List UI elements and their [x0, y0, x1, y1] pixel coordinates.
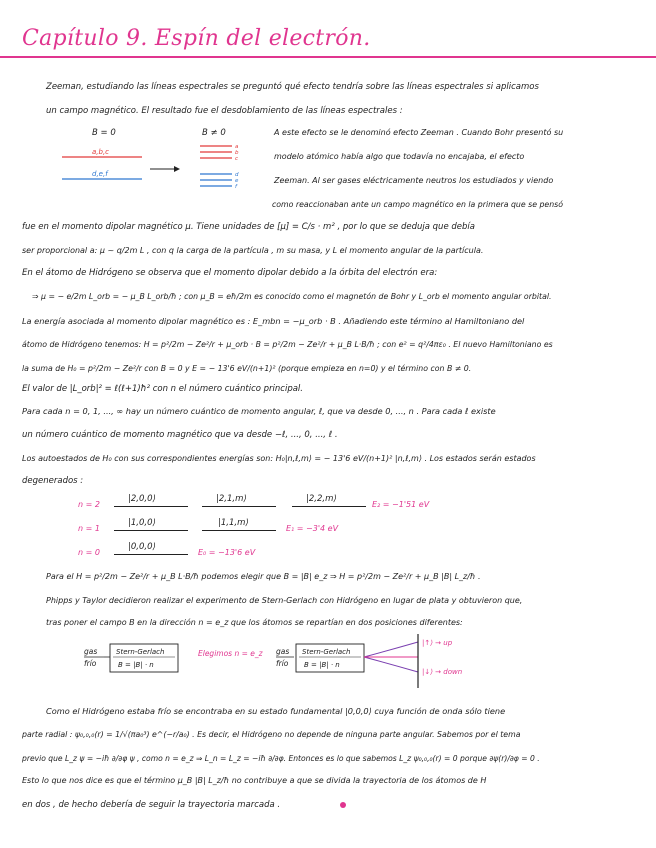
chapter-title: Capítulo 9. Espín del electrón.	[22, 26, 371, 51]
level-line	[114, 506, 188, 507]
level-line	[292, 506, 366, 507]
text-line: Para cada n = 0, 1, ..., ∞ hay un número cuántico de momento angular, ℓ, que va desde 0, ..., n . Para cada ℓ existe	[22, 406, 496, 416]
blue-line-label: d,e,f	[92, 170, 108, 178]
up-state-label: |↑⟩ → up	[422, 639, 453, 647]
beam-down	[364, 657, 418, 672]
text-line: En el átomo de Hidrógeno se observa que el momento dipolar debido a la órbita del electrón era:	[22, 268, 438, 278]
gas-label: gas	[84, 647, 98, 656]
level-label-n0: n = 0	[78, 548, 100, 557]
text-line: la suma de H₀ = p²/2m − Ze²/r con B = 0 y E = − 13'6 eV/(n+1)² (porque empieza en n=0) y el término con B ≠ 0.	[22, 364, 472, 373]
down-state-label: |↓⟩ → down	[422, 668, 463, 676]
trajectory-dot	[340, 802, 346, 808]
box2-field: B = |B| · n	[304, 661, 340, 669]
state-label: |2,0,0⟩	[128, 494, 156, 504]
text-line: Como el Hidrógeno estaba frío se encontraba en su estado fundamental |0,0,0⟩ cuya función de onda sólo tiene	[46, 706, 506, 716]
energy-value-n1: E₁ = −3'4 eV	[286, 524, 339, 533]
state-label: |2,2,m⟩	[306, 494, 337, 504]
text-line: La energía asociada al momento dipolar magnético es : E_mbn = −μ_orb · B . Añadiendo este término al Hamiltoniano del	[22, 316, 525, 326]
state-label: |2,1,m⟩	[216, 494, 247, 504]
text-line: Zeeman, estudiando las líneas espectrales se preguntó qué efecto tendría sobre las líneas espectrales si aplicamos	[46, 82, 539, 92]
text-line: en dos , de hecho debería de seguir la trayectoria marcada .	[22, 800, 281, 810]
title-underline	[0, 56, 656, 58]
text-line: Para el H = p²/2m − Ze²/r + μ_B L·B/ħ podemos elegir que B = |B| e_z ⇒ H = p²/2m − Ze²/r + μ_B |B| L_z/ħ .	[46, 572, 481, 581]
level-line	[114, 554, 188, 555]
level-line	[114, 530, 188, 531]
box1-field: B = |B| · n	[118, 661, 154, 669]
b-nonzero-label: B ≠ 0	[202, 128, 226, 138]
text-line: Phipps y Taylor decidieron realizar el experimento de Stern-Gerlach con Hidrógeno en lugar de plata y obtuvieron que,	[46, 596, 523, 605]
cold-label: frío	[84, 659, 97, 668]
zeeman-splitting-diagram	[56, 124, 256, 192]
text-line: Zeeman. Al ser gases eléctricamente neutros los estudiados y viendo	[274, 176, 554, 185]
text-line: parte radial : ψ₀,₀,₀(r) = 1/√(πa₀³) e^(−r/a₀) . Es decir, el Hidrógeno no depende de ninguna parte angular. Sabemos por el tema	[22, 730, 521, 739]
text-line: degenerados :	[22, 476, 84, 486]
state-label: |1,0,0⟩	[128, 518, 156, 528]
state-label: |0,0,0⟩	[128, 542, 156, 552]
text-line: un campo magnético. El resultado fue el desdoblamiento de las líneas espectrales :	[46, 106, 403, 116]
choice-label: Elegimos n = e_z	[198, 649, 263, 658]
split-label-d: d	[235, 172, 239, 178]
text-line: previo que L_z ψ = −iħ ∂/∂φ ψ , como n = e_z ⇒ L_n = L_z = −iħ ∂/∂φ. Entonces es lo que sabemos L_z ψ₀,₀,₀(r) = 0 porque ∂ψ(r)/∂φ = 0 .	[22, 754, 540, 763]
split-label-a: a	[235, 144, 239, 150]
text-line: A este efecto se le denominó efecto Zeeman . Cuando Bohr presentó su	[274, 128, 564, 137]
text-line: átomo de Hidrógeno tenemos: H = p²/2m − Ze²/r + μ_orb · B = p²/2m − Ze²/r + μ_B L·B/ħ ; con e² = q²/4πε₀ . El nuevo Hamiltoniano es	[22, 340, 553, 349]
energy-value-n0: E₀ = −13'6 eV	[198, 548, 256, 557]
text-line: Esto lo que nos dice es que el término μ_B |B| L_z/ħ no contribuye a que se divida la trayectoria de los átomos de H	[22, 776, 487, 785]
box2-title: Stern-Gerlach	[302, 648, 351, 656]
text-line: El valor de |L_orb|² = ℓ(ℓ+1)ħ² con n el número cuántico principal.	[22, 384, 303, 394]
text-line: Los autoestados de H₀ con sus correspondientes energías son: H₀|n,ℓ,m⟩ = − 13'6 eV/(n+1)² |n,ℓ,m⟩ . Los estados serán estados	[22, 454, 536, 463]
cold-label-2: frío	[276, 659, 289, 668]
split-label-c: c	[235, 156, 239, 162]
text-line: un número cuántico de momento magnético que va desde −ℓ, ..., 0, ..., ℓ .	[22, 430, 338, 440]
text-line: modelo atómico había algo que todavía no encajaba, el efecto	[274, 152, 525, 161]
red-line-label: a,b,c	[92, 148, 110, 156]
level-label-n2: n = 2	[78, 500, 100, 509]
level-label-n1: n = 1	[78, 524, 100, 533]
split-label-e: e	[235, 178, 239, 184]
text-line: como reaccionaban ante un campo magnético en la primera que se pensó	[272, 200, 563, 209]
level-line	[202, 530, 276, 531]
formula-magnetic-dipole: ⇒ μ = − e/2m L_orb = − μ_B L_orb/ħ ; con μ_B = eħ/2m es conocido como el magnetón de Bohr y L_orb el momento angular orbital.	[32, 292, 552, 301]
text-line: fue en el momento dipolar magnético μ. Tiene unidades de [μ] = C/s · m² , por lo que se deduja que debía	[22, 222, 475, 232]
level-line	[202, 506, 276, 507]
b-zero-label: B = 0	[92, 128, 116, 138]
box1-title: Stern-Gerlach	[116, 648, 165, 656]
stern-gerlach-diagram	[80, 632, 500, 692]
split-label-f: f	[235, 184, 237, 190]
state-label: |1,1,m⟩	[218, 518, 249, 528]
beam-up	[364, 642, 418, 657]
text-line: tras poner el campo B en la dirección n = e_z que los átomos se repartían en dos posiciones diferentes:	[46, 618, 463, 627]
arrow-head	[174, 166, 180, 172]
split-label-b: b	[235, 150, 239, 156]
text-line: ser proporcional a: μ ~ q/2m L , con q la carga de la partícula , m su masa, y L el momento angular de la partícula.	[22, 246, 484, 255]
energy-value-n2: E₂ = −1'51 eV	[372, 500, 430, 509]
gas-label-2: gas	[276, 647, 290, 656]
